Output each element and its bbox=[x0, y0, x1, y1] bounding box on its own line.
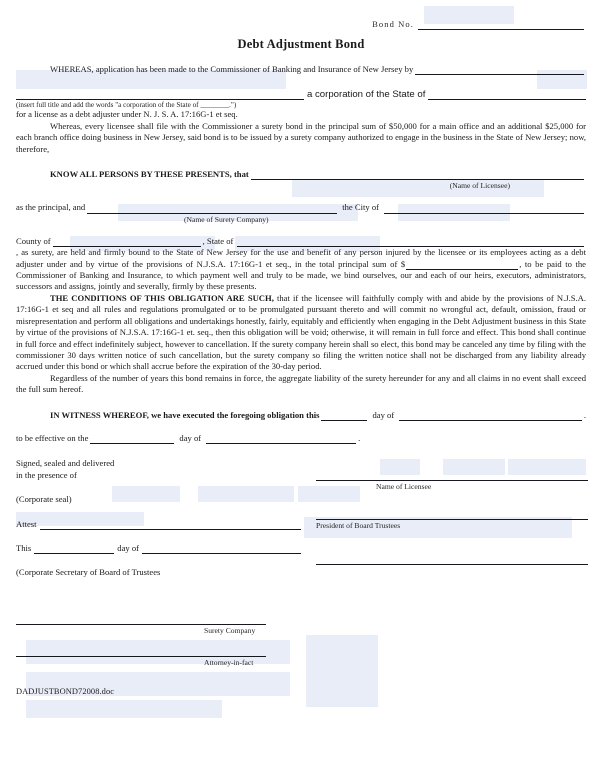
page-title: Debt Adjustment Bond bbox=[237, 37, 365, 51]
corporation-state-blank[interactable] bbox=[428, 87, 586, 100]
county-state-block bbox=[16, 236, 586, 293]
surety-company-blank[interactable] bbox=[87, 204, 337, 214]
signature-left-column bbox=[16, 458, 301, 667]
in-witness-line bbox=[16, 410, 586, 421]
effective-date-line bbox=[16, 433, 586, 444]
attorney-in-fact-rule[interactable] bbox=[16, 656, 266, 657]
county-state-line bbox=[16, 236, 586, 247]
city-blank[interactable] bbox=[384, 204, 584, 214]
president-of-board-label: President of Board Trustees bbox=[316, 521, 401, 531]
witness-period: . bbox=[583, 409, 586, 420]
effective-day-of-label: day of bbox=[179, 432, 202, 443]
know-all-persons-line bbox=[16, 169, 586, 180]
this-day-of-label: day of bbox=[117, 542, 139, 553]
corporate-secretary-label: (Corporate Secretary of Board of Trustees bbox=[16, 567, 161, 578]
signature-area bbox=[16, 458, 586, 667]
license-line: for a license as a debt adjuster under N. J. S. A. 17:16G-1 et seq. bbox=[16, 109, 238, 120]
state-blank[interactable] bbox=[237, 237, 584, 247]
third-signature-rule[interactable] bbox=[316, 564, 588, 565]
regardless-paragraph: Regardless of the number of years this bond remains in force, the aggregate liability of the surety hereunder for any and all claims in no event shall exceed the full sum hereof. bbox=[16, 372, 586, 395]
as-the-principal-label: as the principal, and bbox=[16, 202, 86, 213]
whereas-first-text: WHEREAS, application has been made to the Commissioner of Banking and Insurance of New Jersey by bbox=[50, 64, 414, 74]
to-be-effective-label: to be effective on the bbox=[16, 432, 89, 443]
caption-name-of-surety: (Name of Surety Company) bbox=[184, 214, 269, 224]
conditions-heading: THE CONDITIONS OF THIS OBLIGATION ARE SUCH, bbox=[50, 292, 274, 303]
document-filename: DADJUSTBOND72008.doc bbox=[16, 686, 115, 696]
licensee-signature-rule[interactable] bbox=[316, 480, 588, 481]
insert-title-note: (insert full title and add the words "a corporation of the State of ________.") bbox=[16, 101, 237, 110]
this-month-blank[interactable] bbox=[142, 544, 301, 554]
surety-company-row bbox=[16, 595, 266, 635]
effective-day-blank[interactable] bbox=[90, 434, 174, 444]
county-of-label: County of bbox=[16, 235, 51, 246]
whereas-first-block bbox=[16, 64, 586, 109]
know-all-persons-text: KNOW ALL PERSONS BY THESE PRESENTS, that bbox=[50, 169, 249, 180]
effective-period: . bbox=[358, 432, 361, 443]
principal-surety-line bbox=[16, 202, 586, 213]
corporation-pre-blank[interactable] bbox=[16, 87, 304, 100]
surety-bound-text: , as surety, are held and firmly bound to the State of New Jersey for the use and benefit of any person injured by the licensee or its employees acting as a debt adjuster under and by virtue of the provisions of N.J.S.A. 17:16G-1 et seq., in the total principal sum of $ bbox=[16, 247, 586, 269]
state-of-label: , State of bbox=[202, 235, 234, 246]
name-of-licensee-label: Name of Licensee bbox=[376, 482, 432, 492]
this-day-blank[interactable] bbox=[34, 544, 114, 554]
signed-sealed-line-2: in the presence of bbox=[16, 469, 77, 480]
county-blank[interactable] bbox=[53, 237, 201, 247]
whereas-second-paragraph: Whereas, every licensee shall file with the Commissioner a surety bond in the principal sum of $50,000 for a main office and an additional $25,000 for each branch office doing business in New Jersey, said bond is to be issued by a surety company authorized to engage in the business in the State of New Jersey; now, therefore, bbox=[16, 120, 586, 154]
surety-attorney-block bbox=[16, 595, 266, 667]
witness-day-of-label: day of bbox=[372, 409, 395, 420]
surety-company-label: Surety Company bbox=[204, 625, 256, 635]
conditions-body: that if the licensee will faithfully comply with and abide by the provisions of N.J.S.A. 17:16G-1 et seq and all rules and regulations promulgated or to be promulgated pursuant thereto and will commit no wrongful act, default, omission, fraud or misrepresentation and perform all obligations and undertakings honestly, fairly, equitably and efficiently when engaging in the Debt Adjustment business in this State by virtue of the provisions of N.J.S.A. 17:16G-1 et. seq., then this obligation will be void; otherwise, it will remain in full force and effect. This bond shall continue in full force and effect indefinitely subject, however to cancellation. If the surety company herein shall so elect, this bond may be canceled any time by filing with the commissioner 30 days written notice of such cancellation, but the surety company so filing the written notice shall not be discharged from any liability already accrued under this bond or which shall accrue before the expiration of the 30-day period. bbox=[16, 292, 586, 372]
the-city-of-label: the City of bbox=[342, 202, 379, 213]
principal-sum-blank[interactable] bbox=[406, 261, 518, 270]
bond-number-rule[interactable] bbox=[418, 18, 584, 30]
corporate-seal-label: (Corporate seal) bbox=[16, 494, 72, 505]
know-all-persons-block bbox=[16, 169, 586, 190]
signed-sealed-line-1: Signed, sealed and delivered bbox=[16, 458, 115, 469]
whereas-first-line bbox=[16, 64, 586, 75]
effective-month-blank[interactable] bbox=[206, 434, 356, 444]
this-day-of-row bbox=[16, 543, 301, 554]
attest-blank[interactable] bbox=[40, 520, 301, 530]
bond-number-row bbox=[16, 0, 586, 30]
corporation-row bbox=[16, 87, 586, 100]
signature-right-column bbox=[316, 458, 588, 565]
this-label: This bbox=[16, 542, 32, 553]
caption-name-of-licensee: (Name of Licensee) bbox=[449, 181, 510, 191]
witness-day-blank[interactable] bbox=[321, 411, 367, 421]
president-signature-rule[interactable] bbox=[316, 519, 588, 520]
licensee-name-blank[interactable] bbox=[251, 170, 584, 180]
conditions-paragraph bbox=[16, 293, 586, 373]
surety-bound-paragraph bbox=[16, 247, 586, 293]
form-field-attorney-extra[interactable] bbox=[26, 700, 222, 718]
in-witness-heading: IN WITNESS WHEREOF, we have executed the foregoing obligation this bbox=[50, 409, 320, 420]
witness-month-blank[interactable] bbox=[399, 411, 582, 421]
surety-bound-text-tail: , to be paid to the Commissioner of Banking and Insurance, to which payment well and truly to be made, we bind ourselves, our and each of our heirs, executors, administrators, successors and assigns, jointly and severally, firmly by these presents. bbox=[16, 258, 586, 292]
attest-row bbox=[16, 519, 301, 530]
applicant-name-blank[interactable] bbox=[415, 65, 584, 75]
attest-label: Attest bbox=[16, 518, 37, 529]
attorney-in-fact-row bbox=[16, 625, 266, 667]
bond-number-label: Bond No. bbox=[372, 19, 414, 29]
in-witness-block bbox=[16, 410, 586, 445]
principal-surety-block bbox=[16, 202, 586, 223]
attorney-in-fact-label: Attorney-in-fact bbox=[204, 657, 254, 667]
corporation-of-state-label: a corporation of the State of bbox=[307, 89, 426, 101]
